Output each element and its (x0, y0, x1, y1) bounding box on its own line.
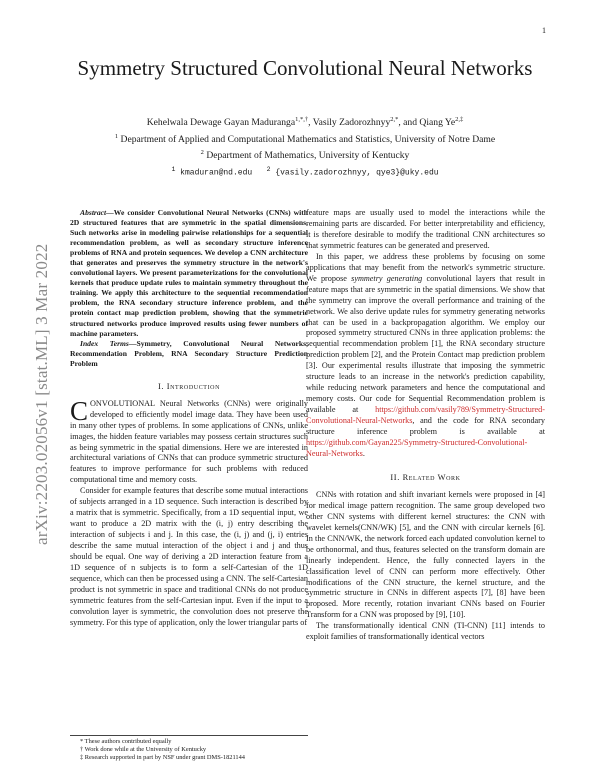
author-names: Kehelwala Dewage Gayan Maduranga$^{1,*,\dagger}$, Vasily Zadorozhnyy$^{2,*}$, and Qiang $Ye^{2,\ddagger}$ (146, 116, 464, 129)
index-terms: Index Terms—Symmetry, Convolutional Neural Networks, Recommendation Problem, RNA Secondary Structure Prediction Problem (70, 338, 308, 368)
arxiv-identifier-stamp: arXiv:2203.02056v1 [stat.ML] 3 Mar 2022 (32, 243, 51, 545)
intro-paragraph-2: Consider for example features that describe some mutual interactions of subjects arranged in a 1D sequence. Such interaction is described by a matrix that is symmetric. Specifically, from a 1D sequential input, we want to produce a 2D matrix with the (i, j) entry describing the interaction of subjects i and j. In this case, the (i, j) and (j, i) entries describe the same mutual interaction of the object i and j and thus should be equal. One way of deriving a 2D interaction feature from a 1D sequence of n subjects is to form a self-Cartesian of the 1D sequence, which can then be processed using a CNN. The self-Cartesian product is not symmetric in space and traditional CNNs do not produce symmetric features from the self-Cartesian input. Even if the input to a convolution layer is symmetric, the convolution does not preserve the symmetry. For this type of application, only the lower triangular parts of (70, 486, 308, 627)
paper-title: Symmetry Structured Convolutional Neural Networks (77, 56, 533, 80)
abstract: Abstract—We consider Convolutional Neural Networks (CNNs) with 2D structured features that are symmetric in the spatial dimensions. Such networks arise in modeling pairwise relationships for a sequential recommendation problem, as well as secondary structure inference problems of RNA and protein sequences. We develop a CNN architecture that generates and preserves the symmetry structure in the network's convolutional layers. We present parameterizations for the convolutional kernels that produce update rules to maintain symmetry throughout the training. We apply this architecture to the sequential recommendation problem, the RNA secondary structure inference problem, and the protein contact map prediction problem, showing that the symmetric structured networks produce improved results using fewer numbers of machine parameters. (70, 208, 308, 338)
left-column (70, 208, 308, 629)
footnote-funding: ‡ Research supported in part by NSF under grant DMS-1821144 (80, 754, 246, 762)
footnotes (70, 735, 308, 763)
section-heading-related-work: II. Related Work (390, 472, 461, 482)
right-column (306, 208, 545, 643)
author-block (70, 113, 540, 180)
page-number: 1 (542, 26, 546, 35)
affiliation-2: $^2$ Department of Mathematics, University of Kentucky (200, 149, 410, 162)
drop-cap: C (70, 395, 89, 426)
related-work-paragraph-2: The transformationally identical CNN (TI-CNN) [11] intends to exploit families of transformationally identical vectors (306, 621, 545, 642)
intro-paragraph-4: In this paper, we address these problems by focusing on some applications that may benefit from the network's symmetric structure. We propose symmetry generating convolutional layers that result in feature maps that are symmetric in the spatial dimensions. We show that the symmetry can improve the overall performance and training of the network. We also derive update rules for symmetry generating networks that can be used in a backpropagation algorithm. We employ our proposed symmetry structured CNNs in three application problems: the sequential recommendation problem [1], the RNA secondary structure prediction problem [2], and the Protein Contact map prediction problem [3]. Our experimental results illustrate that imposing the symmetric structure leads to an increase in the network's prediction capability, while reducing network parameters and hence the computational and memory costs. Our code for Sequential Recommendation problem is available at https://github.com/vasily789/Symmetry-Structured-Convolutional-Neural-Networks, and the code for RNA secondary structure inference problem is available at https://github.com/Gayan225/Symmetry-Structured-Convolutional-Neural-Networks. (306, 251, 545, 458)
code-link-rna[interactable]: https://github.com/Gayan225/Symmetry-Structured-Convolutional-Neural-Networks (306, 438, 528, 458)
intro-paragraph-3: feature maps are usually used to model the interactions while the remaining parts are discarded. For better interpretability and efficiency, it is therefore desirable to modify the traditional CNN architectures so that symmetric features can be generated and preserved. (306, 208, 545, 250)
footnote-equal-contribution: * These authors contributed equally (80, 738, 172, 745)
related-work-paragraph-1: CNNs with rotation and shift invariant kernels were proposed in [4] for medical image pattern recognition. The same group developed two other CNN systems with different kernel structures: the CNN with wavelet kernels(CNN/WK) [5], and the CNN with circular kernels [6]. In the CNN/WK, the network forced each updated convolution kernel to be orthonormal, and thus, features selected on the transform domain are linearly independent. Hence, the fully connected layers in the classification level of CNN can perform more effectively. Other modifications of the CNN structure, the kernel structure, and the symmetric structure in CNNs in different aspects [7], [8] have been proposed. More recently, rotation invariant CNNs based on Fourier Transform for a CNN was proposed by [9], [10]. (306, 489, 545, 620)
section-heading-introduction: I. Introduction (157, 381, 221, 391)
intro-paragraph-1: CONVOLUTIONAL Neural Networks (CNNs) were originally developed to efficiently model image data. They have been used in many other types of problems. In some applications of CNNs, unlike images, the hidden feature variables may possess certain structures such as being symmetric in the spatial dimensions. Here we are interested in architectural variations of CNNs that can produce symmetric structured features to improve performance for such problems with reduced computational time and memory costs. (70, 395, 308, 485)
footnote-work-done: † Work done while at the University of Kentucky (80, 746, 207, 754)
author-emails: $^1$ kmaduran@nd.edu $^2$ {vasily.zadorozhnyy, qye3}@uky.edu (171, 165, 439, 178)
code-link-recommendation[interactable]: https://github.com/vasily789/Symmetry-Structured-Convolutional-Neural-Networks (306, 405, 545, 426)
affiliation-1: $^1$ Department of Applied and Computational Mathematics and Statistics, University of Notre Dame (114, 132, 496, 145)
